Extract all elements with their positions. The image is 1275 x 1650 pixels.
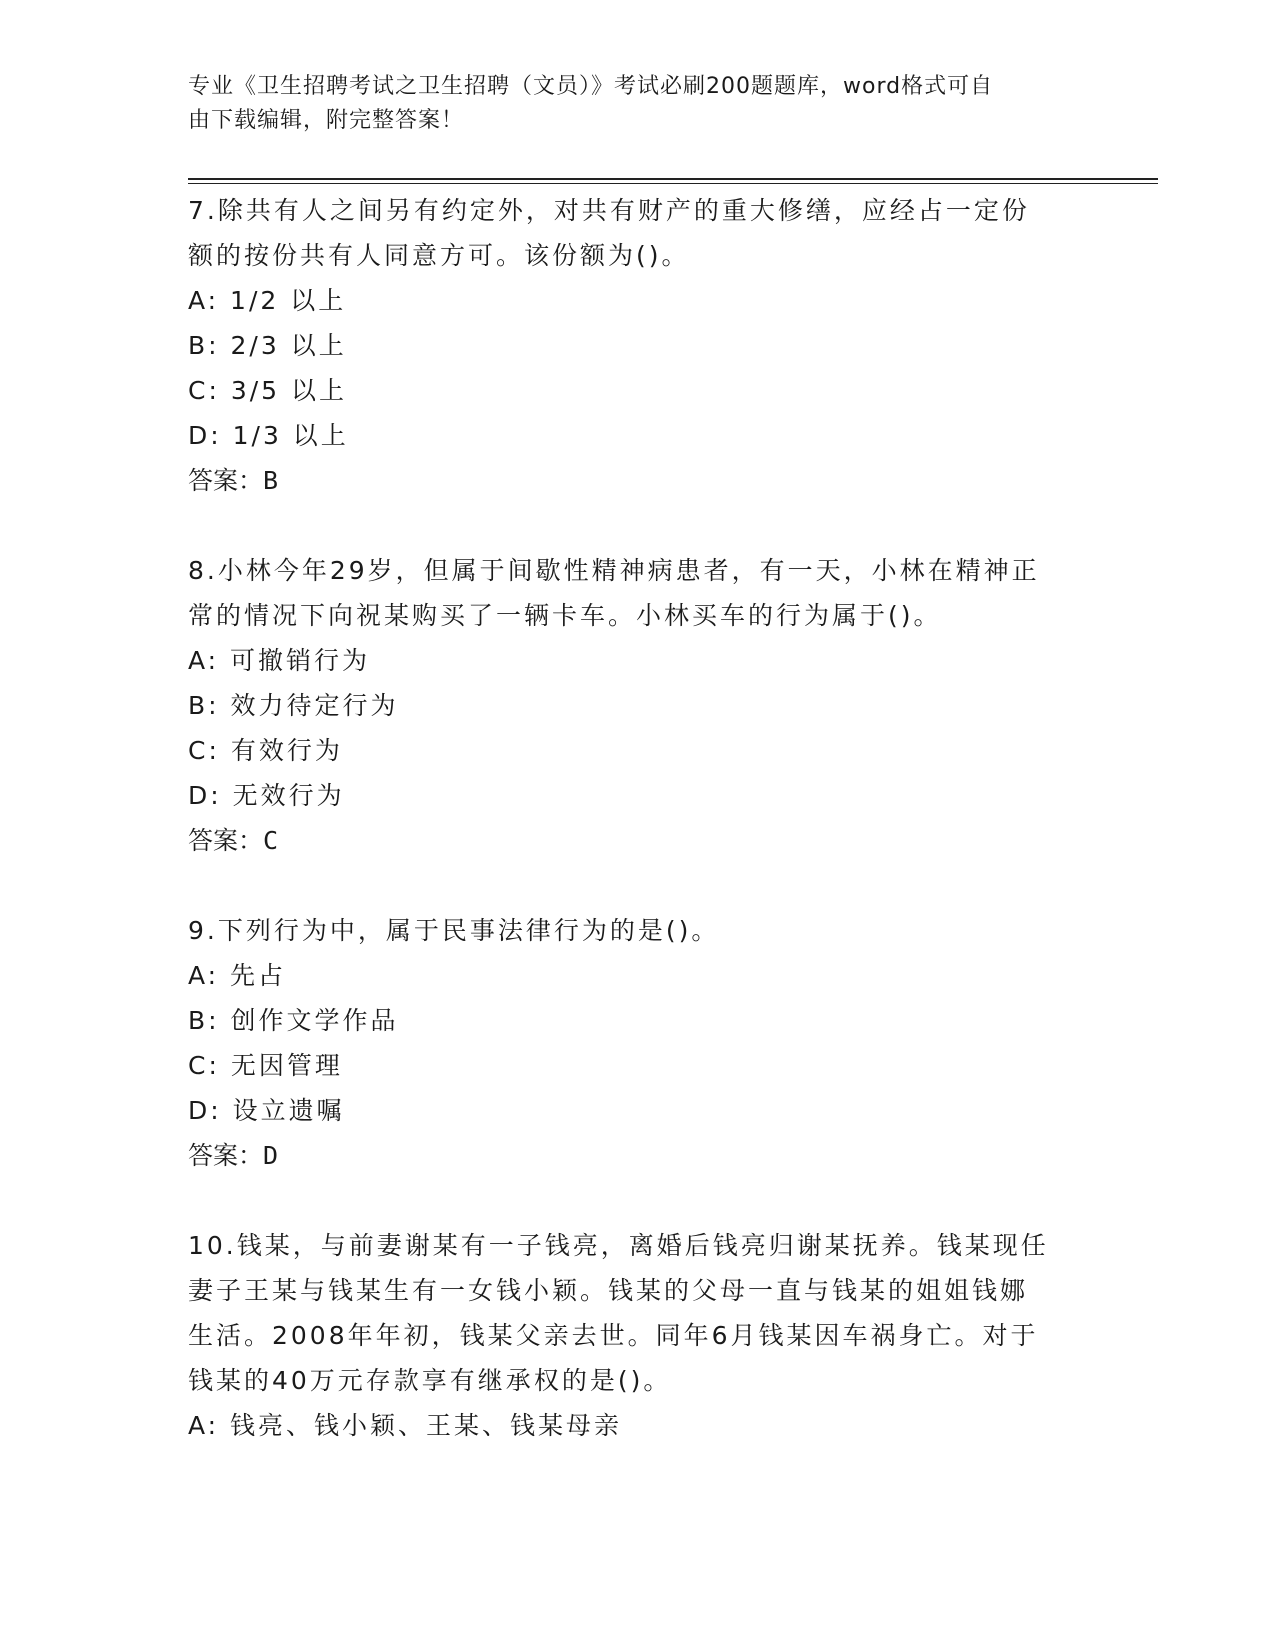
answer-label: 答案： [188, 1141, 264, 1170]
question-10 [188, 1223, 1088, 1448]
option-b: B: 效力待定行为 [188, 691, 399, 720]
option-a: A: 1/2 以上 [188, 286, 347, 315]
header-divider-thin [188, 183, 1158, 184]
answer-value: B [263, 466, 279, 495]
option-d: D: 设立遗嘱 [188, 1096, 345, 1125]
answer-line [188, 818, 1088, 863]
document-header [188, 70, 1068, 138]
header-divider-thick [188, 178, 1158, 180]
question-spacer [188, 1178, 1088, 1223]
option-a: A: 可撤销行为 [188, 646, 371, 675]
option-c: C: 3/5 以上 [188, 376, 348, 405]
question-9 [188, 908, 1088, 1178]
question-stem-line: 生活。2008年年初，钱某父亲去世。同年6月钱某因车祸身亡。对于 [188, 1321, 1039, 1350]
question-list [188, 188, 1088, 1448]
option-b: B: 2/3 以上 [188, 331, 347, 360]
answer-line [188, 1133, 1088, 1178]
header-line-2: 由下载编辑，附完整答案！ [188, 108, 465, 133]
option-d: D: 1/3 以上 [188, 421, 349, 450]
question-stem-line: 妻子王某与钱某生有一女钱小颖。钱某的父母一直与钱某的姐姐钱娜 [188, 1276, 1029, 1305]
question-stem-line: 常的情况下向祝某购买了一辆卡车。小林买车的行为属于()。 [188, 601, 942, 630]
question-stem-line: 额的按份共有人同意方可。该份额为()。 [188, 241, 690, 270]
header-line-1: 专业《卫生招聘考试之卫生招聘（文员）》考试必刷200题题库，word格式可自 [188, 74, 994, 99]
question-8 [188, 548, 1088, 863]
question-stem-line: 9.下列行为中，属于民事法律行为的是()。 [188, 916, 720, 945]
answer-line [188, 458, 1088, 503]
option-d: D: 无效行为 [188, 781, 345, 810]
option-a: A: 钱亮、钱小颖、王某、钱某母亲 [188, 1411, 623, 1440]
option-c: C: 有效行为 [188, 736, 343, 765]
question-stem-line: 10.钱某，与前妻谢某有一子钱亮，离婚后钱亮归谢某抚养。钱某现任 [188, 1231, 1049, 1260]
question-stem-line: 钱某的40万元存款享有继承权的是()。 [188, 1366, 672, 1395]
question-spacer [188, 503, 1088, 548]
answer-value: C [263, 826, 279, 855]
option-b: B: 创作文学作品 [188, 1006, 399, 1035]
question-stem-line: 7.除共有人之间另有约定外，对共有财产的重大修缮，应经占一定份 [188, 196, 1030, 225]
answer-label: 答案： [188, 826, 264, 855]
answer-value: D [263, 1141, 279, 1170]
answer-label: 答案： [188, 466, 264, 495]
option-c: C: 无因管理 [188, 1051, 343, 1080]
question-7 [188, 188, 1088, 503]
question-spacer [188, 863, 1088, 908]
question-stem-line: 8.小林今年29岁，但属于间歇性精神病患者，有一天，小林在精神正 [188, 556, 1040, 585]
option-a: A: 先占 [188, 961, 287, 990]
